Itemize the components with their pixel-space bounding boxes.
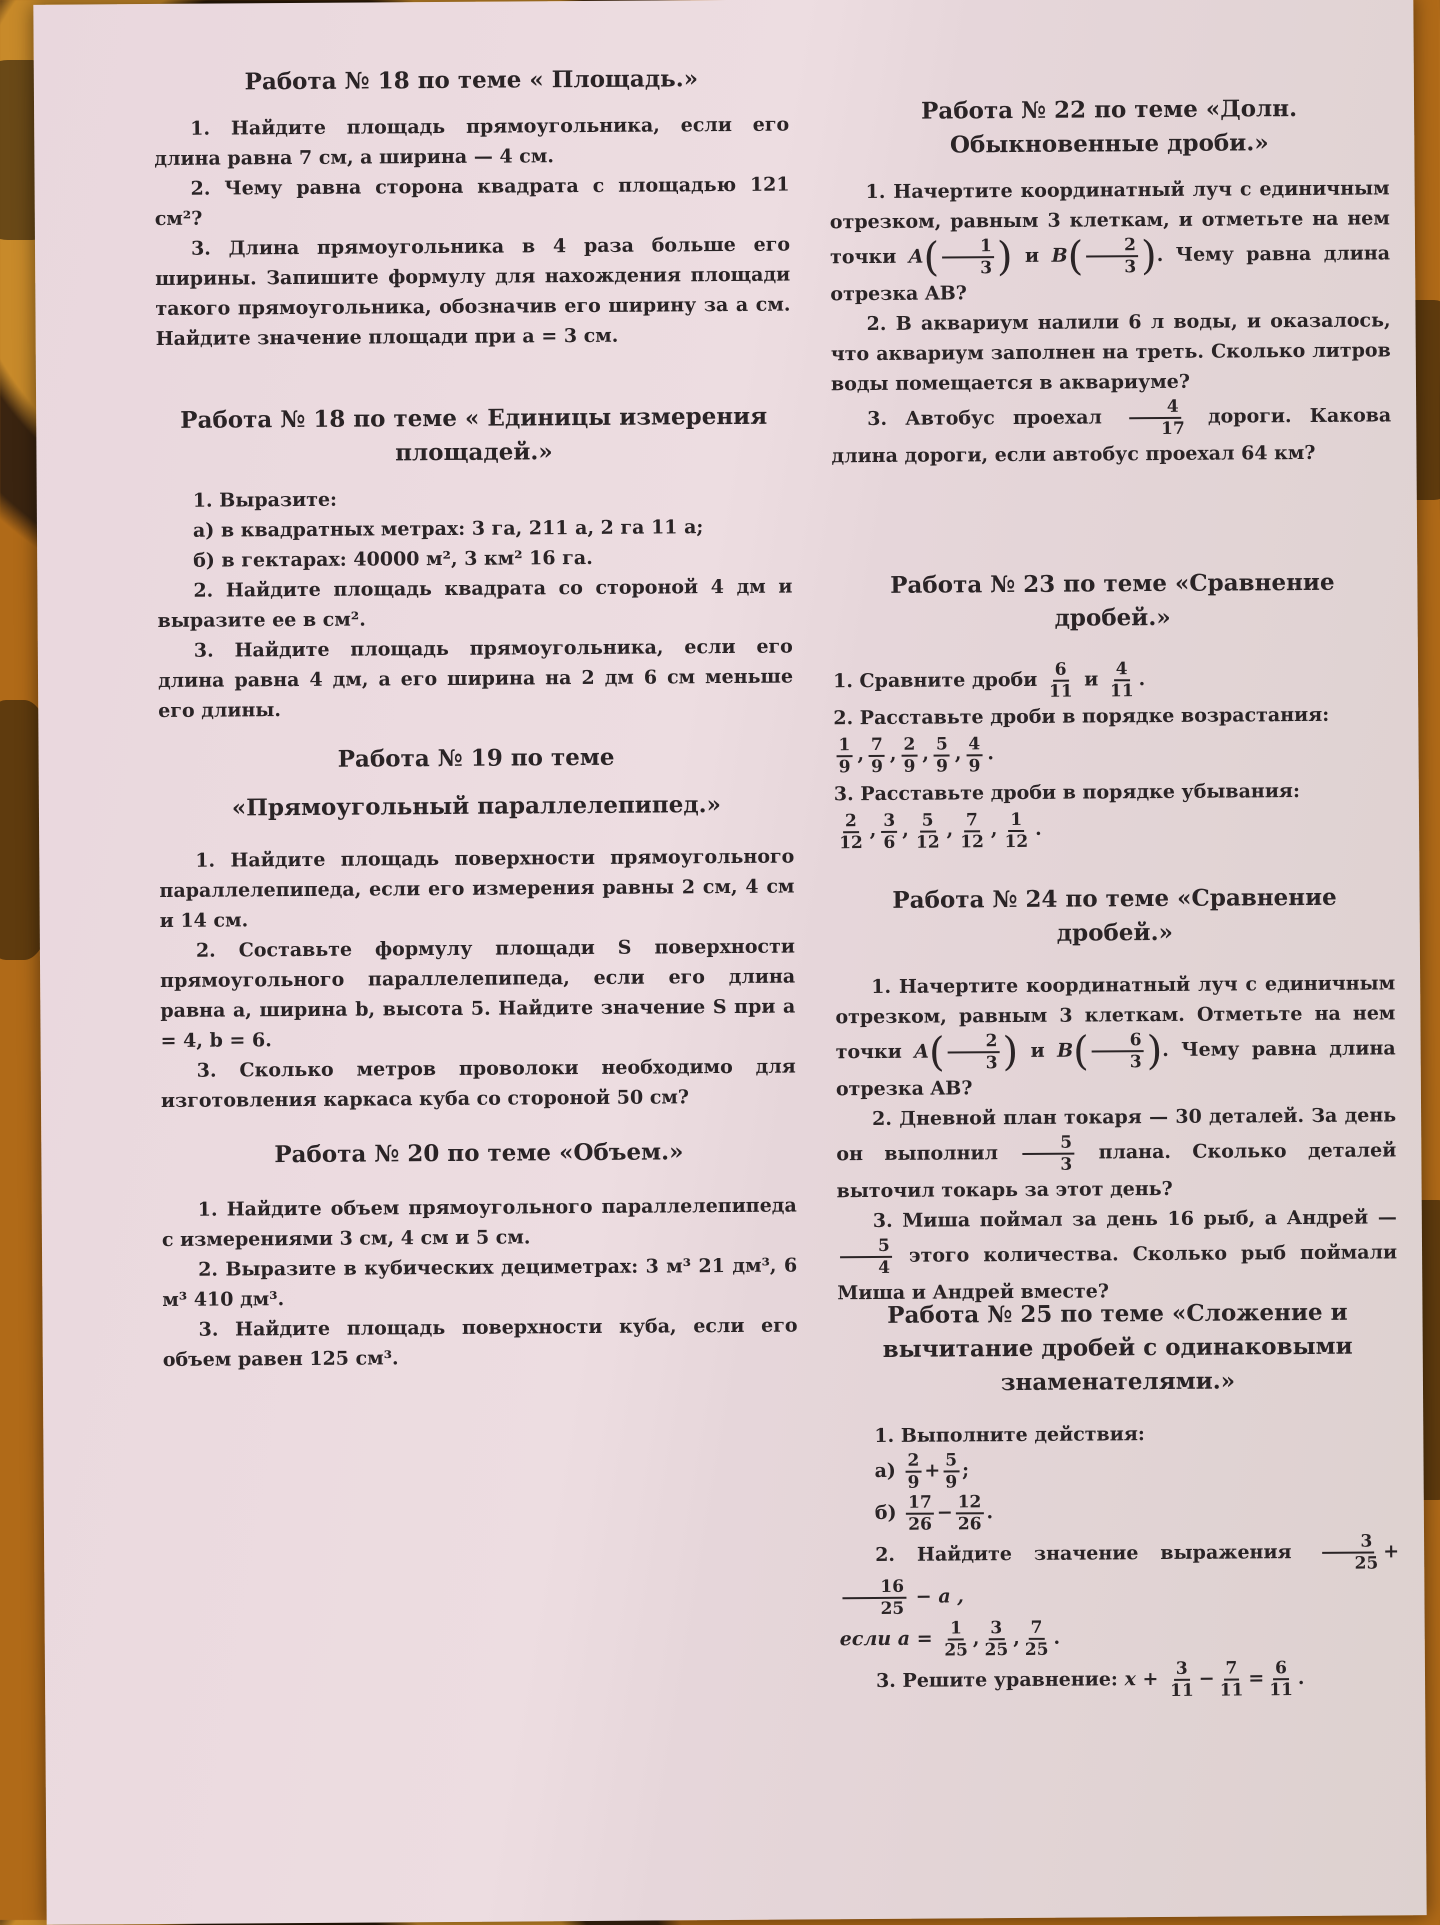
numerator: 2 <box>843 811 859 833</box>
numerator: 1 <box>1008 810 1024 832</box>
operator: − <box>1198 1667 1215 1690</box>
denominator: 9 <box>907 1472 920 1493</box>
point-a-label: A <box>914 1040 930 1063</box>
fraction <box>837 811 865 853</box>
numerator: 4 <box>966 734 982 756</box>
task-2: 2. В аквариум налили 6 л воды, и оказалось, что аквариум заполнен на треть. Сколько литров воды помещается в аквариуме? <box>830 309 1391 396</box>
operator: + <box>924 1459 941 1482</box>
denominator: 25 <box>1024 1639 1049 1660</box>
task-2-text: 2. Найдите значение выражения <box>875 1541 1292 1567</box>
work-23 <box>832 565 1394 855</box>
denominator: 12 <box>960 832 984 853</box>
fraction <box>1217 1658 1245 1700</box>
task-1-text: 1. Начертите координатный луч с единичным отрезком, равным 3 клеткам. Отметьте на нем точки <box>835 972 1396 1064</box>
numerator: 7 <box>1223 1658 1239 1680</box>
work-20 <box>161 1135 798 1375</box>
task-3: 3. Найдите площадь поверхности куба, если его объем равен 125 см³. <box>162 1314 798 1371</box>
numerator: 5 <box>920 811 936 833</box>
task-3-question: этого количества. Сколько рыб поймали Миша и Андрей вместе? <box>837 1241 1398 1305</box>
fraction <box>934 734 950 776</box>
denominator: 9 <box>945 1472 958 1493</box>
task-1: 1. Выполните действия: <box>874 1423 1145 1448</box>
punctuation: . <box>986 1501 994 1524</box>
denominator: 3 <box>980 258 993 279</box>
and-word: и <box>1030 1039 1045 1062</box>
denominator: 25 <box>880 1598 905 1619</box>
operator: + <box>1383 1540 1400 1563</box>
task-1-question: . Чему равна длина отрезка AB? <box>835 1037 1396 1101</box>
numerator: 16 <box>842 1577 906 1599</box>
work-title: Работа № 18 по теме « Единицы измерения площадей.» <box>180 402 768 467</box>
paren-open: ( <box>1072 1028 1089 1075</box>
separator: . <box>1035 817 1042 840</box>
denominator: 4 <box>878 1257 891 1278</box>
task-3: 3. Длина прямоугольника в 4 раза больше его ширины. Запишите формулу для нахождения площади такого прямоугольника, обозначив его ширину за a см. Найдите значение площади при a = 3 см. <box>155 233 791 350</box>
point-b-label: B <box>1057 1039 1074 1062</box>
work-title: Работа № 22 по теме «Долн. Обыкновенные дроби.» <box>920 95 1298 159</box>
denominator: 11 <box>1048 681 1073 702</box>
left-column <box>153 0 798 1371</box>
numerator: 7 <box>869 735 885 757</box>
fraction <box>1092 1030 1144 1072</box>
denominator: 3 <box>1060 1154 1073 1175</box>
paren-open: ( <box>1067 233 1084 280</box>
separator: , <box>954 742 962 765</box>
punctuation: ; <box>962 1459 970 1482</box>
item-label: а) <box>874 1459 896 1483</box>
task-2: 2. Расставьте дроби в порядке возрастания: <box>833 703 1330 730</box>
task-3-text: 3. Миша поймал за день 16 рыб, а Андрей — <box>872 1206 1397 1233</box>
fraction <box>914 811 942 853</box>
denominator: 12 <box>915 832 940 853</box>
worksheet-page <box>33 0 1426 1925</box>
fraction <box>942 236 994 278</box>
work-24 <box>834 880 1397 1308</box>
fraction <box>901 735 917 777</box>
equals-sign: = <box>1248 1667 1265 1690</box>
numerator: 5 <box>1022 1133 1074 1155</box>
fraction <box>942 1618 970 1660</box>
numerator: 3 <box>988 1618 1004 1640</box>
fraction <box>956 1492 984 1534</box>
denominator: 9 <box>838 757 851 778</box>
task-1: 1. Сравните дроби $\frac{6}{11}$ и $\frac{4}{11}$ . <box>832 659 1146 702</box>
fraction <box>869 735 885 777</box>
task-1-text: 1. Начертите координатный луч с единичным отрезком, равным 3 клеткам, и отметьте на нем точки <box>829 177 1390 269</box>
item-label: б) <box>874 1501 897 1525</box>
denominator: 11 <box>1219 1680 1244 1701</box>
denominator: 26 <box>957 1514 982 1535</box>
expression-tail: − a , <box>915 1585 964 1608</box>
operator: − <box>936 1501 953 1524</box>
task-1: 1. Найдите площадь прямоугольника, если его длина равна 7 см, а ширина — 4 см. <box>154 113 790 170</box>
fraction-sequence-ascending <box>833 731 1393 777</box>
separator: , <box>922 742 930 765</box>
work-19 <box>158 740 796 1116</box>
numerator: 12 <box>956 1492 984 1514</box>
fraction <box>1123 397 1187 439</box>
task-3: 3. Решите уравнение: x + $\frac{3}{11}$ − $\frac{7}{11}$ = $\frac{6}{11}$ . <box>875 1658 1305 1701</box>
task-1b: б) в гектарах: 40000 м², 3 км² 16 га. <box>193 546 593 572</box>
task-2-question: плана. Сколько деталей выточил токарь за этот день? <box>836 1139 1397 1203</box>
separator: , <box>869 818 877 842</box>
task-2: 2. Чему равна сторона квадрата с площадью 121 см²? <box>154 173 790 230</box>
separator: . <box>987 742 994 765</box>
task-2 <box>836 1100 1397 1206</box>
fraction <box>1108 659 1136 701</box>
fraction <box>1023 1618 1051 1660</box>
work-title-line-1: Работа № 19 по теме <box>337 743 615 773</box>
numerator: 7 <box>1029 1618 1045 1640</box>
numerator: 17 <box>906 1493 934 1515</box>
numerator: 2 <box>1086 235 1138 257</box>
work-25 <box>837 1295 1400 1703</box>
paren-open: ( <box>928 1029 945 1076</box>
fraction <box>982 1618 1010 1660</box>
fraction <box>906 1493 934 1535</box>
fraction <box>905 1451 921 1493</box>
fraction <box>1267 1658 1295 1700</box>
fraction <box>840 1236 892 1278</box>
paren-open: ( <box>923 234 940 281</box>
condition-text: если a = <box>839 1627 933 1651</box>
task-1 <box>835 968 1396 1104</box>
task-1-text: 1. Сравните дроби <box>832 668 1038 693</box>
task-1: 1. Найдите площадь поверхности прямоугольного параллелепипеда, если его измерения равны 2 см, 4 см и 14 см. <box>159 845 795 932</box>
separator: , <box>902 818 909 841</box>
denominator: 6 <box>883 832 896 853</box>
numerator: 1 <box>948 1618 964 1640</box>
fraction <box>1022 1133 1074 1175</box>
denominator: 11 <box>1269 1680 1294 1701</box>
task-3: 3. Сколько метров проволоки необходимо для изготовления каркаса куба со стороной 50 см? <box>160 1055 796 1112</box>
work-title: Работа № 24 по теме «Сравнение дробей.» <box>892 883 1337 947</box>
work-title: Работа № 20 по теме «Объем.» <box>274 1138 684 1169</box>
denominator: 9 <box>935 756 948 777</box>
task-2: 2. Составьте формулу площади S поверхности прямоугольного параллелепипеда, если его длина равна a, ширина b, высота 5. Найдите значение S при a = 4, b = 6. <box>160 935 796 1052</box>
numerator: 3 <box>1322 1532 1374 1554</box>
fraction <box>1168 1659 1196 1701</box>
numerator: 3 <box>1174 1659 1190 1681</box>
numerator: 2 <box>947 1031 999 1053</box>
task-2: 2. Выразите в кубических дециметрах: 3 м³ 21 дм³, 6 м³ 410 дм³. <box>162 1254 798 1311</box>
fraction <box>1047 660 1075 702</box>
denominator: 17 <box>1161 418 1185 439</box>
task-2-text: 2. Дневной план токаря — 30 деталей. За день он выполнил <box>836 1104 1397 1166</box>
task-1 <box>830 173 1391 309</box>
numerator: 1 <box>942 236 994 258</box>
denominator: 3 <box>1129 1052 1142 1073</box>
numerator: 2 <box>901 735 917 757</box>
work-title: Работа № 25 по теме «Сложение и вычитание дробей с одинаковыми знаменателями.» <box>882 1298 1353 1397</box>
denominator: 25 <box>984 1640 1009 1661</box>
fraction <box>1002 810 1030 852</box>
fraction <box>881 811 897 853</box>
denominator: 11 <box>1170 1680 1194 1701</box>
work-title: Работа № 23 по теме «Сравнение дробей.» <box>890 568 1335 632</box>
task-3: 3. Найдите площадь прямоугольника, если его длина равна 4 дм, а его ширина на 2 дм 6 см меньше его длины. <box>157 635 794 722</box>
denominator: 9 <box>903 756 916 777</box>
fraction <box>1316 1531 1380 1573</box>
denominator: 11 <box>1109 681 1134 702</box>
task-2-condition: если a = $\frac{1}{25}$ , $\frac{3}{25}$ , $\frac{7}{25}$ . <box>839 1617 1061 1661</box>
fraction <box>1086 235 1138 277</box>
variable: x + <box>1124 1668 1159 1691</box>
task-3-question: дороги. Какова длина дороги, если автобус проехал 64 км? <box>831 404 1392 468</box>
work-title-line-2: «Прямоугольный параллелепипед.» <box>231 791 722 822</box>
and-word: и <box>1084 668 1099 691</box>
separator: , <box>857 743 865 766</box>
fraction <box>943 1450 959 1492</box>
fraction-sequence-descending <box>834 807 1394 853</box>
fraction <box>836 735 852 777</box>
and-word: и <box>1024 244 1040 267</box>
numerator: 7 <box>964 810 980 832</box>
numerator: 5 <box>934 734 950 756</box>
task-3: 3. Расставьте дроби в порядке убывания: <box>833 780 1301 806</box>
task-1a: а) в квадратных метрах: 3 га, 211 а, 2 га 11 а; <box>192 516 704 542</box>
denominator: 26 <box>908 1514 932 1535</box>
numerator: 1 <box>836 735 852 757</box>
task-1b <box>839 1489 1399 1535</box>
paren-close: ) <box>1140 233 1157 280</box>
point-b-label: B <box>1051 244 1068 267</box>
numerator: 2 <box>905 1451 921 1473</box>
task-3 <box>831 395 1391 471</box>
denominator: 9 <box>871 756 884 778</box>
denominator: 3 <box>1124 257 1137 278</box>
denominator: 12 <box>1004 831 1029 853</box>
numerator: 6 <box>1273 1658 1289 1680</box>
numerator: 6 <box>1053 660 1069 682</box>
numerator: 5 <box>943 1450 959 1472</box>
separator: , <box>990 818 998 841</box>
task-2: 2. Найдите площадь квадрата со стороной 4 дм и выразите ее в см². <box>157 575 793 632</box>
fraction <box>958 810 986 852</box>
paren-close: ) <box>1002 1028 1019 1076</box>
work-18-area <box>154 62 791 354</box>
task-1a <box>838 1447 1398 1493</box>
fraction <box>842 1577 906 1619</box>
numerator: 3 <box>881 811 897 833</box>
fraction <box>966 734 982 776</box>
numerator: 6 <box>1092 1030 1144 1052</box>
numerator: 4 <box>1129 397 1181 419</box>
task-3-text: 3. Решите уравнение: <box>875 1668 1118 1692</box>
work-22 <box>829 91 1392 471</box>
separator: , <box>946 818 954 841</box>
denominator: 3 <box>985 1053 998 1074</box>
task-3-text: 3. Автобус проехал <box>867 406 1102 431</box>
denominator: 12 <box>839 833 863 854</box>
numerator: 4 <box>1114 659 1130 681</box>
separator: , <box>889 742 897 765</box>
denominator: 9 <box>968 756 981 777</box>
denominator: 25 <box>1354 1553 1379 1574</box>
task-3 <box>837 1202 1398 1308</box>
task-1: 1. Выразите: <box>192 488 338 512</box>
paren-close: ) <box>996 234 1013 281</box>
task-1-question: . Чему равна длина отрезка AB? <box>830 242 1391 306</box>
paren-close: ) <box>1146 1027 1163 1075</box>
work-18-units <box>156 400 793 726</box>
task-1: 1. Найдите объем прямоугольного параллелепипеда с измерениями 3 см, 4 см и 5 см. <box>161 1194 797 1251</box>
point-a-label: A <box>908 245 924 268</box>
denominator: 25 <box>944 1640 969 1661</box>
numerator: 5 <box>840 1236 892 1258</box>
task-2 <box>839 1531 1400 1619</box>
work-title: Работа № 18 по теме « Площадь.» <box>244 65 699 96</box>
fraction <box>947 1031 999 1073</box>
